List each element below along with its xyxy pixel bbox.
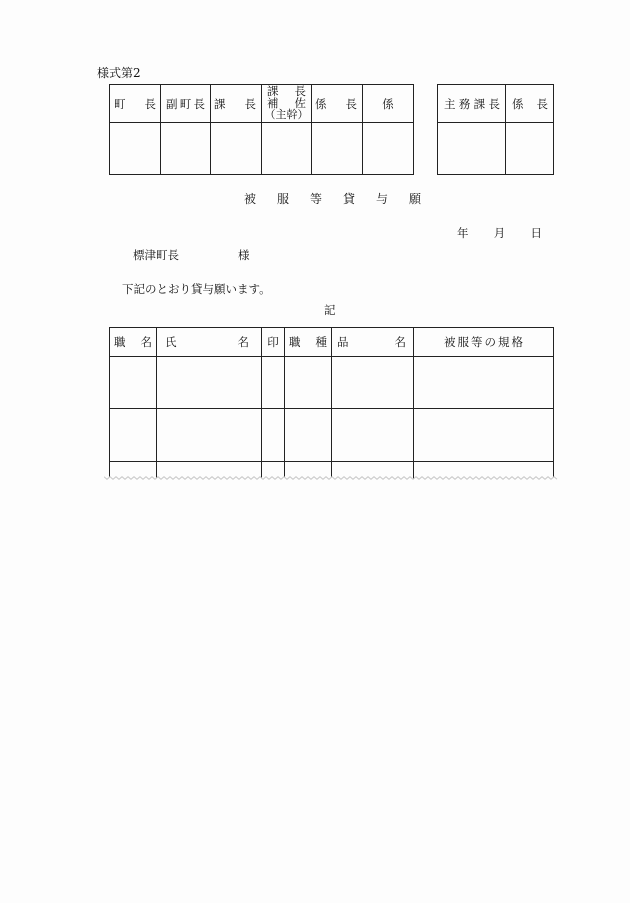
approval-header-row <box>438 85 554 123</box>
approval-label-subsection-chief-right: 係 長 <box>512 96 548 111</box>
table-cell <box>414 409 554 462</box>
approval-stamp-row <box>438 123 554 175</box>
items-header-cell <box>262 328 285 357</box>
approval-label-deputy-mayor: 副町長 <box>166 96 205 111</box>
approval-header-cell <box>363 85 414 123</box>
approval-stamp-row <box>110 123 414 175</box>
approval-header-cell <box>161 85 211 123</box>
approval-header-cell <box>438 85 506 123</box>
table-cell <box>110 357 157 409</box>
table-cell <box>332 409 414 462</box>
approval-header-cell <box>110 85 161 123</box>
header-job-type: 職 種 <box>289 335 327 349</box>
items-table <box>109 327 554 479</box>
items-header-cell <box>285 328 332 357</box>
header-name: 氏 名 <box>165 335 249 349</box>
table-cell <box>332 357 414 409</box>
approval-header-cell <box>506 85 554 123</box>
approval-label-staff: 係 <box>382 96 394 111</box>
form-number: 様式第2 <box>97 66 141 80</box>
table-cell <box>285 357 332 409</box>
header-uniform-spec: 被服等の規格 <box>444 335 523 349</box>
items-table-wrapper <box>109 327 556 479</box>
addressee-honorific: 様 <box>238 248 250 262</box>
approval-table-right <box>437 84 554 175</box>
approval-stamp-cell <box>211 123 262 175</box>
items-header-cell <box>110 328 157 357</box>
document-title: 被 服 等 貸 与 願 <box>244 192 421 206</box>
items-header-cell <box>157 328 262 357</box>
approval-stamp-cell <box>363 123 414 175</box>
approval-label-mayor: 町 長 <box>114 96 156 111</box>
table-cell <box>157 409 262 462</box>
torn-edge <box>104 473 558 485</box>
approval-stamp-cell <box>438 123 506 175</box>
approval-header-row <box>110 85 414 123</box>
approval-header-cell <box>262 85 312 123</box>
record-marker: 記 <box>324 303 336 317</box>
header-seal: 印 <box>267 335 279 349</box>
approval-label-subsection-chief: 係 長 <box>315 96 357 111</box>
approval-stamp-cell <box>262 123 312 175</box>
table-cell <box>414 357 554 409</box>
approval-header-cell <box>211 85 262 123</box>
table-cell <box>110 409 157 462</box>
header-job-title: 職 名 <box>114 335 152 349</box>
approval-stamp-cell <box>161 123 211 175</box>
approval-stamp-cell <box>110 123 161 175</box>
approval-header-cell <box>312 85 363 123</box>
date-line: 年 月 日 <box>457 226 542 240</box>
table-row <box>110 357 554 409</box>
table-cell <box>157 357 262 409</box>
items-header-cell <box>414 328 554 357</box>
approval-label-assistant-chief <box>262 86 311 121</box>
header-item-name: 品 名 <box>337 335 406 349</box>
request-statement: 下記のとおり貸与願います。 <box>122 282 271 296</box>
approval-stamp-cell <box>506 123 554 175</box>
items-header-row <box>110 328 554 357</box>
table-cell <box>262 409 285 462</box>
approval-stamp-cell <box>312 123 363 175</box>
approval-label-section-chief: 課 長 <box>214 96 256 111</box>
approval-label-assistant-line-2: 補 佐 <box>267 95 306 110</box>
table-cell <box>262 357 285 409</box>
table-row <box>110 409 554 462</box>
approval-label-assistant-line-3: （主幹） <box>264 108 309 122</box>
approval-table-left <box>109 84 414 175</box>
items-header-cell <box>332 328 414 357</box>
table-cell <box>285 409 332 462</box>
addressee-name: 標津町長 <box>133 248 179 262</box>
approval-label-chief-in-charge: 主務課長 <box>444 96 500 111</box>
approval-label-assistant-line-1: 課 長 <box>267 84 306 99</box>
